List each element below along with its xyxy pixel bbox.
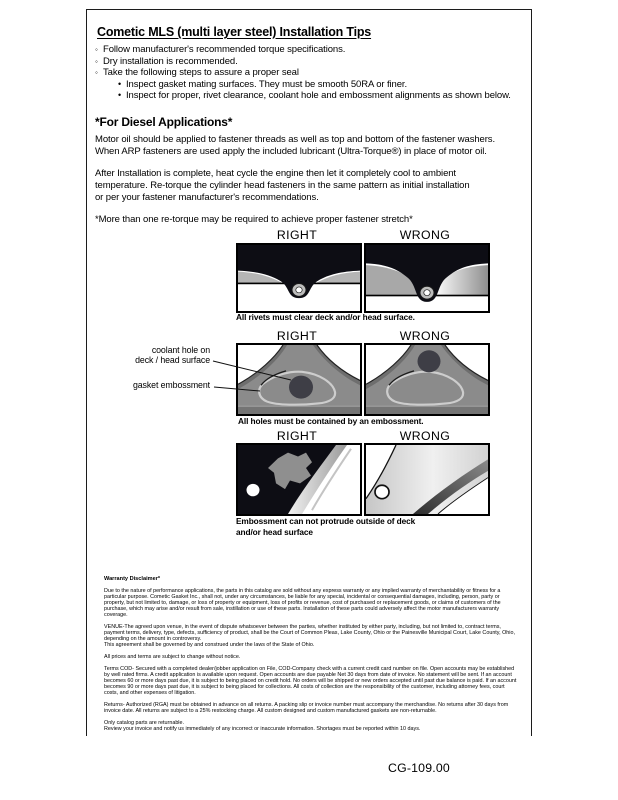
annotation-line1: gasket embossment [132, 380, 210, 390]
disclaimer-heading: Warranty Disclaimer* [104, 576, 161, 582]
protrusion-wrong-diagram [364, 443, 490, 516]
warranty-disclaimer [104, 576, 520, 738]
tips-list [95, 44, 535, 102]
disclaimer-paragraph: All prices and terms are subject to change without notice. [104, 654, 241, 660]
page-border-left [86, 9, 87, 736]
sub-bullet-icon: • [118, 90, 122, 101]
embossment-right-diagram [236, 343, 362, 416]
embossment-right-illustration [238, 345, 360, 414]
right-label: RIGHT [276, 429, 318, 443]
wrong-label: WRONG [399, 329, 451, 343]
annotation-line2: deck / head surface [135, 355, 210, 365]
disclaimer-paragraph: Terms COD- Secured with a completed dealer/jobber application on File, COD-Company check with a current credit card number on file. Open accounts may be established by well rated firms. A credit application is available upon request. Open accounts are due payable Net 30 days from date of invoice. No statement will be sent. If an account becomes 60 or more days past due, it is subject to being placed on credit hold. No orders will be shipped or new orders accepted until past due balance is paid. If an account becomes 90 or more days past due, it is subject to being placed for collections. All costs of collection are the responsibility of the customer, including attorney fees, court costs, and other expenses of litigation. [104, 666, 517, 696]
protrusion-right-illustration [238, 445, 360, 514]
tip-text: Inspect for proper, rivet clearance, coolant hole and embossment alignments as shown below. [126, 90, 511, 102]
gasket-embossment-annotation [108, 380, 210, 390]
tip-text: Inspect gasket mating surfaces. They must be smooth 50RA or finer. [126, 78, 408, 90]
page-border-top [86, 9, 532, 10]
embossment-wrong-diagram [364, 343, 490, 416]
disclaimer-paragraph: VENUE-The agreed upon venue, in the event of dispute whatsoever between the parties, whether instituted by either party, including, but not limited to, contract terms, payment terms, delivery, type, defects, sufficiency of product, shall be the Court of Common Pleas, Lake County, Ohio or the Painesville Municipal Court, Lake County, Ohio, depending on the amount in controversy. This agreement shall be governed by and construed under the laws of the State of Ohio. [104, 624, 515, 648]
right-label: RIGHT [276, 329, 318, 343]
tip-sub-item [118, 90, 535, 102]
diesel-heading: *For Diesel Applications* [95, 115, 233, 129]
disclaimer-paragraph: Due to the nature of performance applications, the parts in this catalog are sold without any express warranty or any implied warranty of merchantability or fitness for a particular purpose. Cometic Gasket Inc., shall not, under any circumstances, be liable for any special, incidental or consequential damages, including, person, party or property, but not limited to, damage, or loss of property or equipment, loss of profits or revenue, cost of purchased or replacement goods, or claims of customers of the purchase, which may arise and/or result from sale, instillation or use of these parts. Installation of these parts could adversely affect the motor manufacturers warranty coverage. [104, 588, 501, 618]
diesel-section [95, 134, 535, 236]
tip-item [95, 67, 535, 79]
rivet-wrong-diagram [364, 243, 490, 313]
protrusion-caption: Embossment can not protrude outside of deck and/or head surface [236, 516, 416, 537]
embossment-wrong-illustration [366, 345, 488, 414]
protrusion-right-diagram [236, 443, 362, 516]
bullet-icon: ◦ [95, 56, 98, 66]
diesel-paragraph: After Installation is complete, heat cycle the engine then let it completely cool to ambient temperature. Re-torque the cylinder head fasteners in the same pattern as initial installation or per your fastener manufacturer's recommendations. [95, 168, 470, 203]
bullet-icon: ◦ [95, 45, 98, 54]
right-label: RIGHT [276, 228, 318, 242]
embossment-caption: All holes must be contained by an embossment. [238, 416, 424, 426]
bullet-icon: ◦ [95, 68, 98, 78]
rivet-right-diagram [236, 243, 362, 313]
wrong-label: WRONG [399, 228, 451, 242]
rivet-wrong-illustration [366, 245, 488, 311]
page-title: Cometic MLS (multi layer steel) Installation Tips [97, 25, 372, 39]
rivet-caption: All rivets must clear deck and/or head surface. [236, 312, 415, 322]
diesel-paragraph: Motor oil should be applied to fastener threads as well as top and bottom of the fastener washers. When ARP fasteners are used apply the included lubricant (Ultra-Torque®) in place of motor oil. [95, 134, 495, 157]
tip-item [95, 56, 535, 68]
coolant-hole-annotation [108, 345, 210, 365]
disclaimer-paragraph: Returns- Authorized (RGA) must be obtained in advance on all returns. A packing slip or invoice number must accompany the merchandise. No returns after 30 days from invoice date. All returns are subject to a 25% restocking charge. All custom designed and custom manufactured gaskets are non-returnable. [104, 702, 509, 714]
annotation-line1: coolant hole on [151, 345, 210, 355]
tip-item [95, 44, 535, 56]
wrong-label: WRONG [399, 429, 451, 443]
protrusion-wrong-illustration [366, 445, 488, 514]
tip-text: Dry installation is recommended. [103, 55, 238, 67]
diesel-paragraph: *More than one re-torque may be required to achieve proper fastener stretch* [95, 214, 413, 225]
tip-text: Follow manufacturer's recommended torque specifications. [103, 44, 346, 55]
tip-sub-item [118, 79, 535, 91]
tip-text: Take the following steps to assure a proper seal [103, 67, 299, 79]
sub-bullet-icon: • [118, 78, 122, 89]
page-border-right [531, 9, 532, 736]
rivet-right-illustration [238, 245, 360, 311]
disclaimer-paragraph: Only catalog parts are returnable. Review your invoice and notify us immediately of any incorrect or inaccurate information. Shortages must be reported within 10 days. [104, 720, 421, 732]
page-number: CG-109.00 [388, 761, 450, 775]
